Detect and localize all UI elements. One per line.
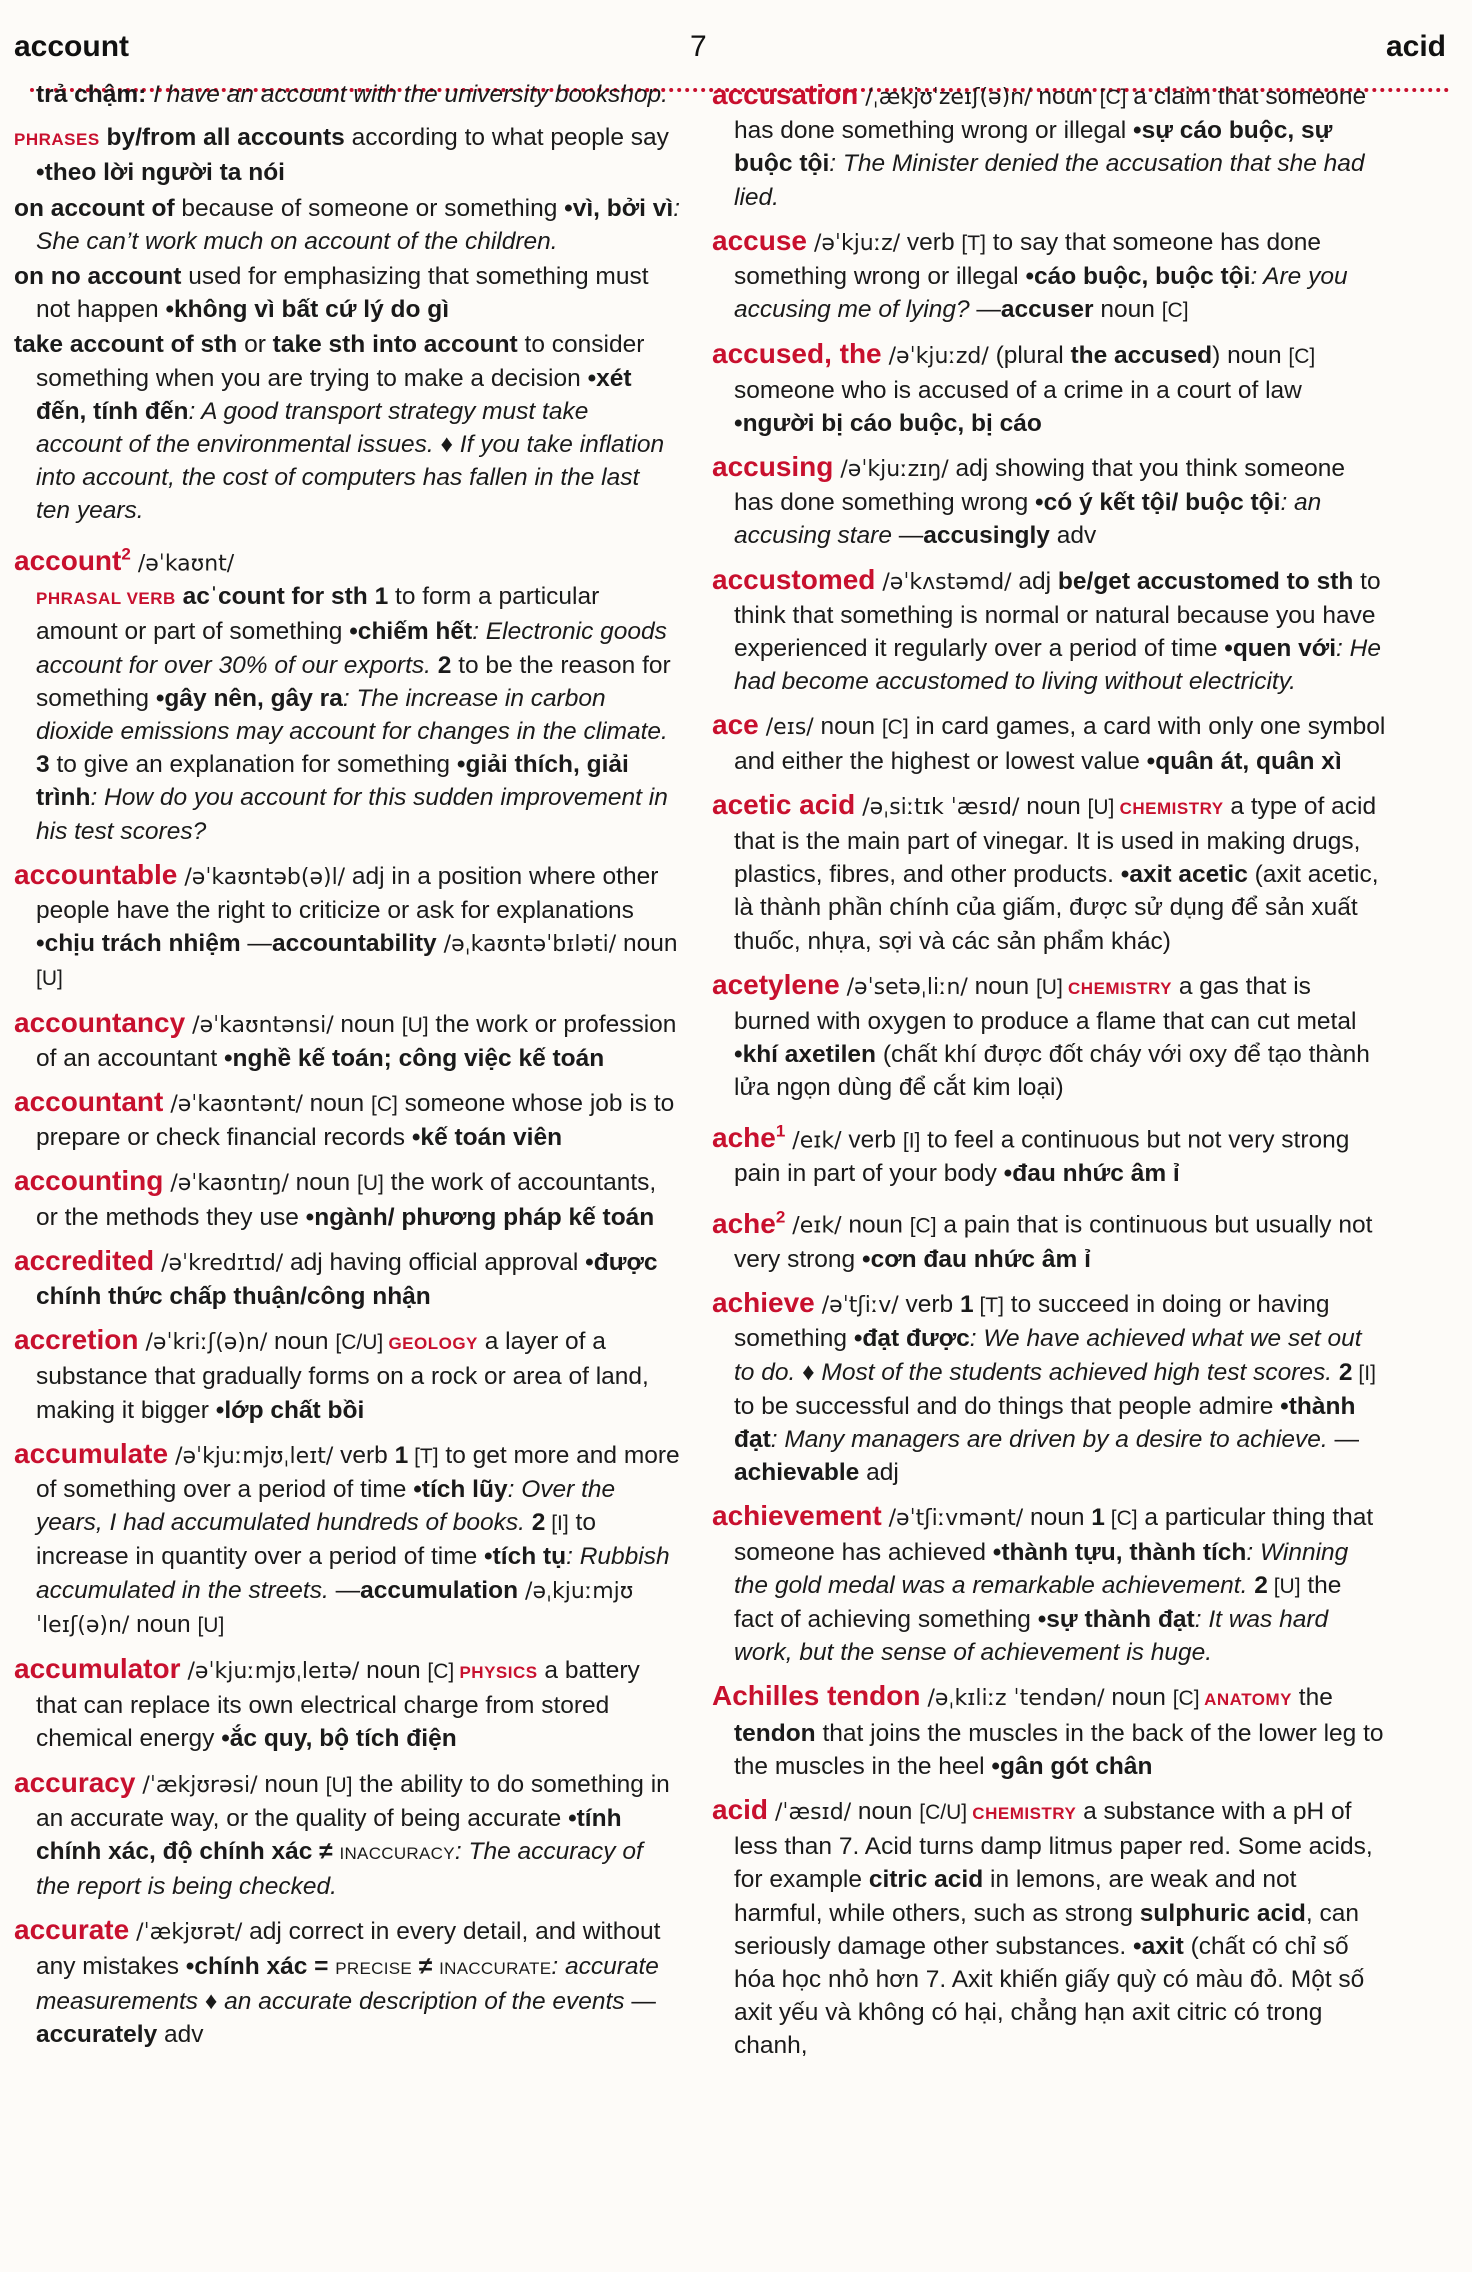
- left-column: [14, 78, 680, 2268]
- phrase-on-account-of: on account of because of someone or something •vì, bởi vì: She can’t work much on account of the children.: [14, 194, 680, 255]
- entry-accumulate: accumulate /əˈkjuːmjʊˌleɪt/ verb 1 [T] to get more and more of something over a period of time •tích lũy: Over the years, I had accumulated hundreds of books. 2 [I] to increase in quantity over a period of time •tích tụ: Rubbish accumulated in the streets. —accumulation /əˌkjuːmjʊˈleɪʃ(ə)n/ noun [U]: [14, 1437, 680, 1638]
- entry-accountancy: accountancy /əˈkaʊntənsi/ noun [U] the work or profession of an accountant •nghề kế toán; công việc kế toán: [14, 1006, 677, 1072]
- phrase-take-account-of: take account of sth or take sth into account to consider something when you are trying to make a decision •xét đến, tính đến: A good transport strategy must take account of the environmental issues. ♦ If you take inflation into account, the cost of computers has fallen in the last ten years.: [14, 331, 665, 525]
- page-number: 7: [690, 30, 707, 63]
- entry-accredited: accredited /əˈkredɪtɪd/ adj having official approval •được chính thức chấp thuận/công nhận: [14, 1244, 658, 1311]
- headword: ache$^2$: [712, 1207, 786, 1239]
- headword: accretion: [14, 1324, 139, 1356]
- headword: accusation: [712, 79, 859, 110]
- headword: accounting: [14, 1165, 164, 1197]
- entry-accused-the: accused, the /əˈkjuːzd/ (plural the accused) noun [C] someone who is accused of a crime in a court of law •người bị cáo buộc, bị cáo: [712, 338, 1316, 437]
- headword: accurate: [14, 1914, 130, 1946]
- entry-accountant: accountant /əˈkaʊntənt/ noun [C] someone whose job is to prepare or check financial records •kế toán viên: [14, 1086, 675, 1152]
- headword: accustomed: [712, 563, 876, 595]
- entry-accountable: accountable /əˈkaʊntəb(ə)l/ adj in a position where other people have the right to criticize or ask for explanations •chịu trách nhiệm —accountability /əˌkaʊntəˈbɪləti/ noun [U]: [14, 858, 678, 991]
- entry-accumulator: accumulator /əˈkjuːmjʊˌleɪtə/ noun [C] PHYSICS a battery that can replace its own electrical charge from stored chemical energy •ắc quy, bộ tích điện: [14, 1653, 640, 1753]
- entry-accuracy: accuracy /ˈækjʊrəsi/ noun [U] the ability to do something in an accurate way, or the quality of being accurate •tính chính xác, độ chính xác ≠ INACCURACY: The accuracy of the report is being checked.: [14, 1766, 670, 1901]
- entry-ache-2: ache$^2$ /eɪk/ noun [C] a pain that is continuous but usually not very strong •cơn đau nhức âm ỉ: [712, 1207, 1373, 1273]
- headword: accumulate: [14, 1437, 169, 1469]
- headword: acid: [712, 1794, 769, 1825]
- entry-continuation: trả chậm: I have an account with the university bookshop.: [36, 81, 668, 108]
- headword: acetic acid: [712, 788, 856, 820]
- entry-account-2: account$^2$ /əˈkaʊnt/ PHRASAL VERB acˈcount for sth 1 to form a particular amount or part of something •chiếm hết: Electronic goods account for over 30% of our exports. 2 to be the reason for something •gây nên, gây ra: The increase in carbon dioxide emissions may account for changes in the climate. 3 to give an explanation for something •giải thích, giải trình: How do you account for this sudden improvement in his test scores?: [14, 544, 671, 845]
- entry-acetylene: acetylene /əˈsetəˌliːn/ noun [U] CHEMISTRY a gas that is burned with oxygen to produce a flame that can cut metal •khí axetilen (chất khí được đốt cháy với oxy để tạo thành lửa ngọn dùng để cắt kim loại): [712, 968, 1370, 1102]
- page-header: [0, 22, 1472, 72]
- headword: ace: [712, 709, 759, 741]
- entry-ache-1: ache$^1$ /eɪk/ verb [I] to feel a continuous but not very strong pain in part of your body •đau nhức âm ỉ: [712, 1121, 1350, 1188]
- entry-acetic-acid: acetic acid /əˌsiːtɪk ˈæsɪd/ noun [U] CHEMISTRY a type of acid that is the main part of vinegar. It is used in making drugs, plastics, fibres, and other products. •axit acetic (axit acetic, là thành phần chính của giấm, được sử dụng để sản xuất thuốc, nhựa, sợi và các sản phẩm khác): [712, 788, 1379, 955]
- headword: accredited: [14, 1244, 155, 1276]
- headword: accuse: [712, 224, 807, 256]
- entry-accretion: accretion /əˈkriːʃ(ə)n/ noun [C/U] GEOLOGY a layer of a substance that gradually forms on a rock or area of land, making it bigger •lớp chất bồi: [14, 1324, 649, 1424]
- entry-achievement: achievement /əˈtʃiːvmənt/ noun 1 [C] a particular thing that someone has achieved •thành tựu, thành tích: Winning the gold medal was a remarkable achievement. 2 [U] the fact of achieving something •sự thành đạt: It was hard work, but the sense of achievement is huge.: [712, 1500, 1374, 1667]
- phrases-label: PHRASES: [14, 130, 100, 150]
- running-head-right: acid: [1385, 30, 1446, 63]
- entry-ace: ace /eɪs/ noun [C] in card games, a card with only one symbol and either the highest or lowest value •quân át, quân xì: [712, 709, 1386, 775]
- entry-accurate: accurate /ˈækjʊrət/ adj correct in every detail, and without any mistakes •chính xác = PRECISE ≠ INACCURATE: accurate measurements ♦ an accurate description of the events —accurately adv: [14, 1914, 661, 2049]
- entry-acid: acid /ˈæsɪd/ noun [C/U] CHEMISTRY a substance with a pH of less than 7. Acid turns damp litmus paper red. Some acids, for example citric acid in lemons, are weak and not harmful, while others, such as strong sulphuric acid, can seriously damage other substances. •axit (chất có chỉ số hóa học nhỏ hơn 7. Axit khiến giấy quỳ có màu đỏ. Một số axit yếu và không có hại, chẳng hạn axit citric có trong chanh,: [712, 1794, 1373, 2060]
- headword: accused, the: [712, 338, 882, 370]
- headword: accountant: [14, 1086, 164, 1118]
- entry-accustomed: accustomed /əˈkʌstəmd/ adj be/get accustomed to sth to think that something is normal or natural because you have experienced it regularly over a period of time •quen với: He had become accustomed to living without electricity.: [712, 563, 1381, 696]
- headword: acetylene: [712, 968, 840, 1000]
- headword: Achilles tendon: [712, 1680, 921, 1712]
- headword: achievement: [712, 1500, 882, 1532]
- right-column: [712, 78, 1386, 2268]
- headword: accumulator: [14, 1653, 181, 1685]
- entry-achieve: achieve /əˈtʃiːv/ verb 1 [T] to succeed in doing or having something •đạt được: We have achieved what we set out to do. ♦ Most of the students achieved high test scores. 2 [I] to be successful and do things that people admire •thành đạt: Many managers are driven by a desire to achieve. —achievable adj: [712, 1287, 1376, 1487]
- entry-accusing: accusing /əˈkjuːzɪŋ/ adj showing that you think someone has done something wrong •có ý kết tội/ buộc tội: an accusing stare —accusingly adv: [712, 451, 1346, 550]
- entry-achilles-tendon: Achilles tendon /əˌkɪliːz ˈtendən/ noun [C] ANATOMY the tendon that joins the muscles in the back of the lower leg to the muscles in the heel •gân gót chân: [712, 1680, 1384, 1780]
- headword: account$^2$: [14, 544, 131, 576]
- phrase-on-no-account: on no account used for emphasizing that something must not happen •không vì bất cứ lý do gì: [14, 263, 649, 324]
- headword: accuracy: [14, 1766, 136, 1798]
- entry-accusation: accusation /ˌækjʊˈzeɪʃ(ə)n/ noun [C] a claim that someone has done something wrong or illegal •sự cáo buộc, sự buộc tội: The Minister denied the accusation that she had lied.: [712, 79, 1367, 211]
- headword: ache$^1$: [712, 1121, 786, 1154]
- running-head-left: account: [14, 30, 130, 63]
- entry-accounting: accounting /əˈkaʊntɪŋ/ noun [U] the work of accountants, or the methods they use •ngành/ phương pháp kế toán: [14, 1165, 657, 1231]
- entry-accuse: accuse /əˈkjuːz/ verb [T] to say that someone has done something wrong or illegal •cáo buộc, buộc tội: Are you accusing me of lying? —accuser noun [C]: [712, 224, 1348, 324]
- headword: accountable: [14, 858, 178, 890]
- headword: accountancy: [14, 1006, 186, 1038]
- headword: achieve: [712, 1287, 815, 1319]
- headword: accusing: [712, 451, 834, 483]
- phrase-by-from-all-accounts: PHRASES by/from all accounts according to what people say •theo lời người ta nói: [14, 124, 669, 187]
